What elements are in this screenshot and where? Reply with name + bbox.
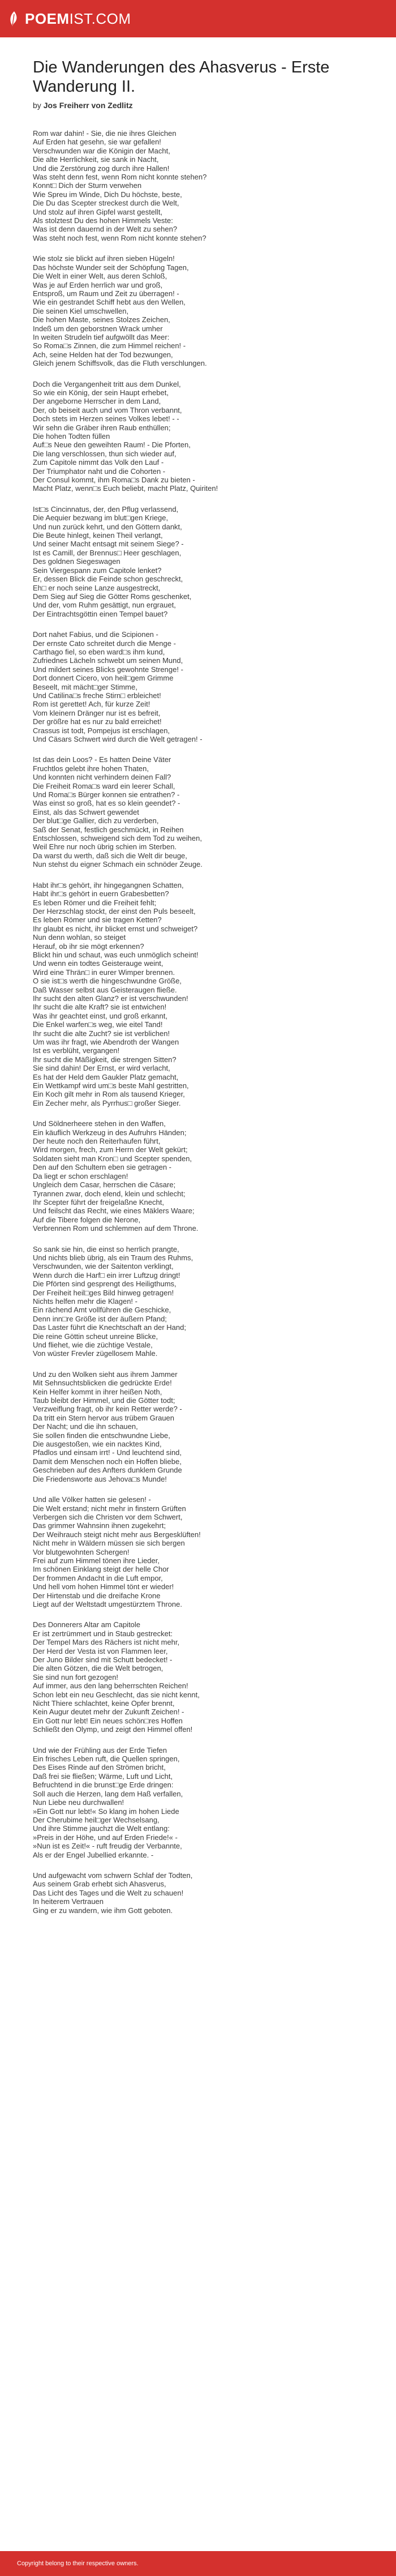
poem-line: »Nun ist es Zeit!« - ruft freudig der Verbannte, [33, 1842, 182, 1851]
poem-line: Tyrannen zwar, doch elend, klein und schlecht; [33, 1189, 186, 1198]
copyright-text: Copyright belong to their respective owners. [17, 2560, 139, 2567]
poem-line: Sie sind nun fort gezogen! [33, 1672, 119, 1681]
poem-line: Der blut□ge Gallier, dich zu verderben, [33, 816, 159, 825]
stanza [33, 380, 363, 493]
poem-line: Ungleich dem Casar, herrschen die Cäsare; [33, 1180, 176, 1189]
poem-line: Und stolz auf ihren Gipfel warst gestellt, [33, 207, 163, 216]
poem-line: Die Freiheit Roma□s ward ein leerer Schall, [33, 781, 175, 790]
poem-line: Der Cherubime heil□ger Wechselsang, [33, 1815, 160, 1824]
poem-line: Kein Helfer kommt in ihrer heißen Noth, [33, 1387, 162, 1396]
poem-line: Des Eises Rinde auf den Strömen bricht, [33, 1763, 166, 1772]
poem-line: Liegt auf der Weltstadt umgestürztem Throne. [33, 1599, 182, 1608]
poem-line: Der größre hat es nur zu bald erreichet! [33, 717, 162, 726]
poem-line: Und mildert seines Blicks gewohnte Strenge! - [33, 665, 183, 674]
poem-line: Wie stolz sie blickt auf ihren sieben Hügeln! [33, 254, 175, 263]
poem-line: Der heute noch den Reiterhaufen führt, [33, 1137, 161, 1146]
poem-line: Die Welt erstand; nicht mehr in finstern Grüften [33, 1504, 186, 1513]
poem-line: Und die Zerstörung zog durch ihre Hallen! [33, 164, 170, 173]
poem-line: Fruchtlos gelebt ihre hohen Thaten, [33, 764, 149, 773]
poem-line: Indeß um den geborstnen Wrack umher [33, 324, 163, 333]
poem-line: Und konnten nicht verhindern deinen Fall? [33, 773, 171, 782]
poem-line: Pfadlos und einsam irrt! - Und leuchtend sind, [33, 1448, 182, 1457]
poem-line: Die lang verschlossen, thun sich wieder auf, [33, 449, 177, 458]
poem-line: Doch die Vergangenheit tritt aus dem Dunkel, [33, 379, 181, 388]
poem-line: In weiten Strudeln tief aufgwöllt das Meer: [33, 332, 170, 341]
poem-line: Auf Erden hat gesehn, sie war gefallen! [33, 138, 161, 147]
poem-line: Die alte Herrlichkeit, sie sank in Nacht, [33, 155, 159, 164]
poem-line: Ihr glaubt es nicht, ihr blicket ernst und schweiget? [33, 924, 198, 933]
poem-line: Den auf den Schultern eben sie getragen - [33, 1163, 172, 1172]
poem-line: Verschwunden war die Königin der Macht, [33, 146, 170, 155]
poem-line: Ein Gott nur lebt! Ein neues schön□res Hoffen [33, 1716, 183, 1725]
poem-line: Die Aequier bezwang im blut□gen Kriege, [33, 514, 169, 523]
poem-line: Dort nahet Fabius, und die Scipionen - [33, 630, 158, 639]
poem-line: Nicht Thiere schlachtet, keine Opfer brennt, [33, 1699, 175, 1708]
poem-line: Die Enkel warfen□s weg, wie eitel Tand! [33, 1020, 163, 1029]
poem-content [0, 37, 396, 1949]
poem-line: Die alten Götzen, die die Welt betrogen, [33, 1664, 163, 1673]
poem-line: Ein Wettkampf wird um□s beste Mahl gestritten, [33, 1081, 189, 1090]
poem-line: Des goldnen Siegeswagen [33, 557, 120, 566]
poem-line: Und alle Völker hatten sie gelesen! - [33, 1495, 151, 1504]
poem-line: Vor blutgewohnten Schergen! [33, 1547, 130, 1556]
poem-line: Was steht denn fest, wenn Rom nicht konnte stehen? [33, 173, 207, 182]
poem-line: Und Söldnerheere stehen in den Waffen, [33, 1119, 166, 1128]
poem-line: Dort donnert Cicero, von heil□gem Grimme [33, 674, 174, 683]
poem-line: Der Nacht; und die ihn schauen, [33, 1422, 138, 1431]
poem-line: Er ist zertrümmert und in Staub gestrecket: [33, 1629, 173, 1638]
poem-line: »Ein Gott nur lebt!« So klang im hohen Liede [33, 1807, 179, 1816]
poem-line: Kein Augur deutet mehr der Zukunft Zeichen! - [33, 1708, 184, 1717]
poem-line: Nun Liebe neu durchwallen! [33, 1798, 124, 1807]
poem-line: Einst, als das Schwert gewendet [33, 807, 139, 816]
poem-line: So Roma□s Zinnen, die zum Himmel reichen! - [33, 341, 186, 350]
poem-line: Dem Sieg auf Sieg die Götter Roms geschenket, [33, 592, 192, 601]
poem-line: Verbrennen Rom und schlemmen auf dem Throne. [33, 1224, 199, 1233]
poem-line: Ihr Scepter führt der freigelaßne Knecht, [33, 1197, 164, 1206]
stanza [33, 1746, 363, 1859]
poem-line: »Preis in der Höhe, und auf Erden Friede!« - [33, 1833, 178, 1842]
poem-line: Wenn durch die Harf□ ein irrer Luftzug dringt! [33, 1270, 180, 1280]
poem-line: Der ernste Cato schreitet durch die Menge - [33, 639, 176, 648]
poem-line: Habt ihr□s gehört in euern Grabesbetten? [33, 889, 169, 898]
poem-line: Das höchste Wunder seit der Schöpfung Tagen, [33, 263, 189, 272]
poem-line: Es leben Römer und sie tragen Ketten? [33, 915, 162, 925]
poem-line: Nun stehst du eigner Schmach ein schnöder Zeuge. [33, 860, 203, 869]
poem-line: Habt ihr□s gehört, ihr hingegangnen Schatten, [33, 880, 184, 889]
poem-line: Ist es Camill, der Brennus□ Heer geschlagen, [33, 548, 182, 557]
poem-line: Ach, seine Helden hat der Tod bezwungen, [33, 350, 173, 359]
poem-line: Nichts helfen mehr die Klagen! - [33, 1296, 137, 1306]
poem-line: Ihr sucht die Mäßigkeit, die strengen Sitten? [33, 1055, 177, 1064]
poem-line: Beseelt, mit mächt□ger Stimme, [33, 682, 137, 691]
poem-line: Das Licht des Tages und die Welt zu schauen! [33, 1888, 184, 1897]
poem-line: In heiterem Vertrauen [33, 1897, 104, 1906]
poem-line: Auf die Tibere folgen die Nerone, [33, 1215, 141, 1224]
poem-line: Entsproß, um Raum und Zeit zu überragen! - [33, 289, 179, 298]
top-bar [0, 0, 396, 37]
stanza [33, 129, 363, 242]
poem-line: Nun denn wohlan, so steiget [33, 933, 126, 942]
poem-line: Herauf, ob ihr sie mögt erkennen? [33, 942, 144, 951]
poem-line: Blickt hin und schaut, was euch unmöglich scheint! [33, 950, 199, 959]
poem-line: Der, ob beiseit auch und vom Thron verbannt, [33, 405, 182, 414]
logo-text [25, 10, 131, 28]
poem-line: Und hell vom hohen Himmel tönt er wieder! [33, 1582, 174, 1591]
poem-line: Was ihr geachtet einst, und groß erkannt, [33, 1011, 167, 1020]
site-logo[interactable] [8, 10, 131, 28]
poem-line: Der angeborne Herrscher in dem Land, [33, 397, 161, 406]
poem-line: Geschrieben auf des Anfters dunklem Grunde [33, 1466, 182, 1475]
poem-line: Ihr sucht die alte Kraft? sie ist entwichen! [33, 1003, 167, 1012]
poem-line: Des Donnerers Altar am Capitole [33, 1620, 141, 1629]
poem-line: Frei auf zum Himmel tönen ihre Lieder, [33, 1556, 160, 1565]
poem-line: Der Tempel Mars des Rächers ist nicht mehr, [33, 1638, 180, 1647]
poem-line: Ist das dein Loos? - Es hatten Deine Väter [33, 755, 171, 764]
poem-line: Verzweiflung fragt, ob ihr kein Retter werde? - [33, 1405, 182, 1414]
poem-line: Das Laster führt die Knechtschaft an der Hand; [33, 1323, 186, 1332]
poem-line: Die Du das Scepter streckest durch die Welt, [33, 199, 179, 208]
poem-line: Und der, vom Ruhm gesättigt, nun ergrauet, [33, 601, 176, 610]
poem-line: Es hat der Held dem Gaukler Platz gemacht, [33, 1072, 179, 1081]
poem-line: Um was ihr fragt, wie Abendroth der Wangen [33, 1038, 179, 1046]
poem-line: Die hohen Todten füllen [33, 432, 110, 440]
poem-line: Der Triumphator naht und die Cohorten - [33, 467, 166, 476]
poem-line: Befruchtend in die brunst□ge Erde dringen: [33, 1781, 174, 1790]
stanza [33, 630, 363, 743]
poem-line: Crassus ist todt, Pompejus ist erschlagen, [33, 726, 170, 735]
poem-line: Was steht noch fest, wenn Rom nicht konnte stehen? [33, 233, 206, 242]
poem-line: Wie Spreu im Winde, Dich Du höchste, beste, [33, 190, 182, 199]
poem-line: Schon lebt ein neu Geschlecht, das sie nicht kennt, [33, 1690, 200, 1699]
poem-line: Was ist denn dauernd in der Welt zu sehen? [33, 225, 178, 234]
poem-line: Taub bleibt der Himmel, und die Götter todt; [33, 1396, 175, 1405]
stanza [33, 1245, 363, 1358]
stanza [33, 505, 363, 618]
feather-icon [8, 11, 20, 27]
stanza [33, 1495, 363, 1608]
poem-line: Das grimmer Wahnsinn ihnen zugekehrt; [33, 1521, 166, 1530]
stanza [33, 254, 363, 367]
poem-line: Wird eine Thrän□ in eurer Wimper brennen. [33, 968, 175, 977]
poem-line: Die seinen Kiel umschwellen, [33, 306, 129, 315]
poem-line: Daß frei sie fließen; Wärme, Luft und Licht, [33, 1771, 173, 1781]
poem-line: Denn inn□re Größe ist der äußern Pfand; [33, 1314, 167, 1323]
poem-line: So sank sie hin, die einst so herrlich prangte, [33, 1244, 179, 1253]
poem-line: Verbergen sich die Christen vor dem Schwert, [33, 1512, 183, 1521]
stanza [33, 1370, 363, 1483]
poem-line: Konnt□ Dich der Sturm verwehen [33, 181, 142, 190]
poem-line: Die hohen Maste, seines Stolzes Zeichen, [33, 315, 170, 324]
poem-line: Eh□ er noch seine Lanze ausgestreckt, [33, 583, 161, 592]
poem-line: Ihr sucht den alten Glanz? er ist verschwunden! [33, 994, 188, 1003]
poem-line: Die Welt in einer Welt, aus deren Schloß, [33, 272, 167, 281]
byline-prefix: by [33, 101, 41, 110]
poem-line: Der Herzschlag stockt, der einst den Puls beseelt, [33, 906, 196, 915]
poem-line: Und seiner Macht entsagt mit seinem Siege? - [33, 540, 184, 549]
poem-line: Und Catilina□s freche Stirn□ erbleichet! [33, 691, 161, 700]
poem-line: Und ihre Stimme jauchzt die Welt entlang: [33, 1824, 170, 1833]
poem-line: Ein Zecher mehr, als Pyrrhus□ großer Sieger. [33, 1098, 181, 1107]
poem-line: So wie ein König, der sein Haupt erhebet, [33, 388, 169, 397]
poem-line: Die Pförten sind gesprengt des Heiligthums, [33, 1280, 177, 1289]
poem-line: Entschlossen, schweigend sich dem Tod zu weihen, [33, 834, 202, 843]
poem-line: Ist□s Cincinnatus, der, den Pflug verlassend, [33, 504, 179, 514]
poem-line: Der Juno Bilder sind mit Schutt bedecket! - [33, 1655, 173, 1664]
poem-line: Sein Viergespann zum Capitole lenket? [33, 566, 162, 575]
stanza [33, 1620, 363, 1734]
logo-text-bold: POEM [25, 10, 70, 27]
poem-line: Der Consul kommt, ihm Roma□s Dank zu bieten - [33, 476, 195, 485]
poem-line: Ein frisches Leben ruft, die Quellen springen, [33, 1755, 180, 1764]
poem-line: Er, dessen Blick die Feinde schon geschreckt, [33, 575, 183, 584]
poem-line: Zufriednes Lächeln schwebt um seinen Mund, [33, 656, 183, 665]
poem-line: Der Weihrauch steigt nicht mehr aus Bergesklüften! [33, 1530, 201, 1539]
poem-line: Und Cäsars Schwert wird durch die Welt getragen! - [33, 735, 203, 743]
poem-line: Ging er zu wandern, wie ihm Gott geboten. [33, 1906, 173, 1915]
poem-line: Aus seinem Grab erhebt sich Ahasverus, [33, 1880, 166, 1889]
poem-line: Sie sollen finden die entschwundne Liebe, [33, 1431, 170, 1440]
poem-line: Als stolztest Du des hohen Himmels Veste: [33, 216, 173, 225]
poem-line: Die reine Göttin scheut unreine Blicke, [33, 1332, 158, 1341]
poem-line: Und wenn ein todtes Geisterauge weint, [33, 959, 163, 968]
poem-line: Weil Ehre nur noch übrig schien im Sterben. [33, 842, 177, 851]
stanza [33, 881, 363, 1108]
poem-line: Der Eintrachtsgöttin einen Tempel bauet? [33, 609, 168, 618]
poem-line: Auf□s Neue den geweihten Raum! - Die Pforten, [33, 440, 191, 450]
poem-line: Wir sehn die Gräber ihren Raub enthüllen; [33, 423, 171, 432]
poem-line: Ein rächend Amt vollführen die Geschicke, [33, 1306, 171, 1315]
poem-line: Es leben Römer und die Freiheit fehlt; [33, 898, 157, 907]
poem-line: Schließt den Olymp, und zeigt den Himmel offen! [33, 1725, 193, 1734]
poem-line: Verschwunden, wie der Saitenton verklingt, [33, 1262, 174, 1271]
poem-line: Da warst du werth, daß sich die Welt dir beuge, [33, 851, 187, 860]
poem-line: Im schönen Einklang steigt der helle Chor [33, 1565, 169, 1574]
poem-line: Vom kleinern Dränger nur ist es befreit, [33, 708, 161, 717]
poem-body [33, 129, 363, 1915]
poem-title: Die Wanderungen des Ahasverus - Erste Wanderung II. [33, 58, 330, 96]
stanza [33, 755, 363, 868]
byline [33, 101, 363, 110]
poem-line: Nicht mehr in Wäldern müssen sie sich bergen [33, 1539, 185, 1548]
poem-line: Und aufgewacht vom schwern Schlaf der Todten, [33, 1871, 193, 1880]
poem-line: Sie sind dahin! Der Ernst, er wird verlacht, [33, 1064, 170, 1073]
stanza [33, 1871, 363, 1915]
poem-line: Soll auch die Herzen, lang dem Haß verfallen, [33, 1789, 183, 1798]
poem-line: Was einst so groß, hat es so klein geendet? - [33, 799, 180, 808]
author-link[interactable]: Jos Freiherr von Zedlitz [43, 101, 133, 110]
poem-line: Und nichts blieb übrig, als ein Traum des Ruhms, [33, 1253, 193, 1262]
poem-line: Von wüster Frevler zügellosem Mahle. [33, 1349, 158, 1358]
footer [0, 2551, 396, 2576]
poem-line: Der Hirtenstab und die dreifache Krone [33, 1591, 161, 1600]
poem-line: Die Beute hinlegt, keinen Theil verlangt, [33, 531, 163, 540]
poem-line: Zum Capitole nimmt das Volk den Lauf - [33, 458, 164, 467]
poem-line: Gleich jenem Schiffsvolk, das die Fluth verschlungen. [33, 359, 207, 368]
poem-line: Und feilscht das Recht, wie eines Mäklers Waare; [33, 1206, 195, 1216]
poem-line: Ein Koch gilt mehr in Rom als tausend Krieger, [33, 1090, 185, 1099]
poem-line: Doch stets im Herzen seines Volkes lebet! - - [33, 414, 179, 423]
poem-line: Wird morgen, frech, zum Herrn der Welt gekürt; [33, 1145, 188, 1154]
poem-line: Und zu den Wolken sieht aus ihrem Jammer [33, 1370, 178, 1379]
poem-line: Mit Sehnsuchtsblicken die gedrückte Erde! [33, 1379, 172, 1388]
poem-line: Rom ist gerettet! Ach, für kurze Zeit! [33, 700, 150, 709]
poem-line: Macht Platz, wenn□s Euch beliebt, macht Platz, Quiriten! [33, 484, 218, 493]
poem-line: Der Freiheit heil□ges Bild hinweg getragen! [33, 1288, 174, 1297]
poem-line: Carthago fiel, so eben ward□s ihm kund, [33, 647, 165, 656]
poem-line: Und fliehet, wie die züchtige Vestale, [33, 1341, 153, 1349]
poem-line: Was je auf Erden herrlich war und groß, [33, 280, 163, 289]
stanza [33, 1119, 363, 1233]
poem-line: Damit dem Menschen noch ein Hoffen bliebe, [33, 1457, 182, 1466]
poem-line: Saß der Senat, festlich geschmückt, in Reihen [33, 825, 184, 834]
poem-line: Ein käuflich Werkzeug in des Aufruhrs Händen; [33, 1128, 187, 1137]
poem-line: Und wie der Frühling aus der Erde Tiefen [33, 1745, 167, 1755]
poem-line: Daß Wasser selbst aus Geisteraugen fließe. [33, 985, 177, 994]
poem-line: Als er der Engel Jubellied erkannte. - [33, 1850, 154, 1859]
poem-line: Ihr sucht die alte Zucht? sie ist verblichen! [33, 1029, 170, 1038]
poem-line: Der frommen Andacht in die Luft empor, [33, 1573, 163, 1582]
poem-line: Ist es verblüht, vergangen! [33, 1046, 120, 1055]
poem-line: Die Friedensworte aus Jehova□s Munde! [33, 1474, 167, 1483]
poem-line: Rom war dahin! - Sie, die nie ihres Gleichen [33, 129, 177, 138]
poem-line: Und Roma□s Bürger konnen sie entrathen? - [33, 790, 180, 799]
poem-line: Soldaten sieht man Kron□ und Scepter spenden, [33, 1154, 192, 1163]
poem-line: Wie ein gestrandet Schiff hebt aus den Wellen, [33, 298, 186, 307]
poem-line: Und nun zurück kehrt, und den Göttern dankt, [33, 522, 182, 531]
logo-text-light: IST.COM [69, 10, 131, 27]
poem-line: Der Herd der Vesta ist von Flammen leer, [33, 1646, 168, 1655]
poem-line: O sie ist□s werth die hingeschwundne Größe, [33, 977, 182, 986]
poem-line: Die ausgestoßen, wie ein nacktes Kind, [33, 1440, 162, 1449]
poem-line: Da tritt ein Stern hervor aus trübem Grauen [33, 1413, 175, 1422]
poem-line: Da liegt er schon erschlagen! [33, 1171, 128, 1180]
poem-line: Auf immer, aus den lang beherrschten Reichen! [33, 1681, 188, 1691]
